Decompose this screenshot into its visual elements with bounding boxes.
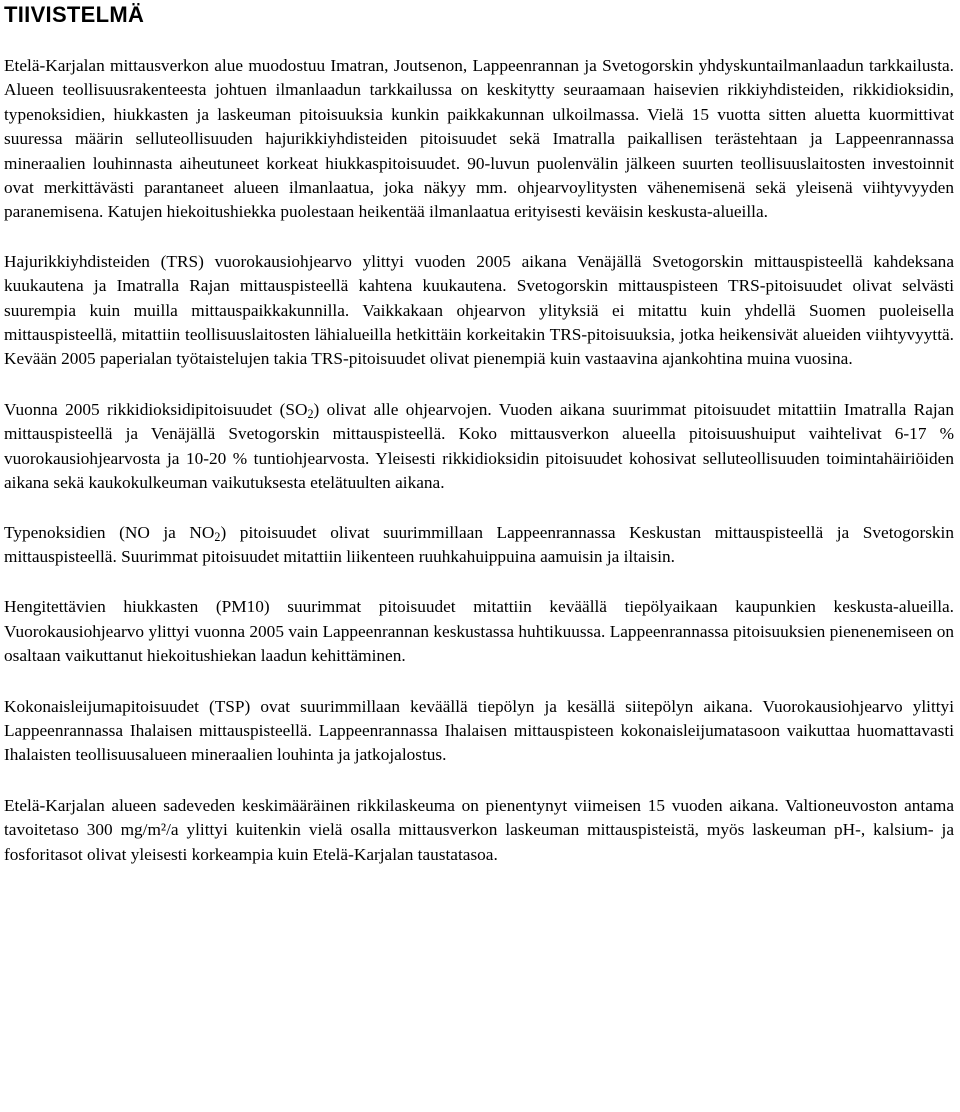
- paragraph-tsp: [4, 695, 954, 768]
- paragraph-intro-text: Etelä-Karjalan mittausverkon alue muodostuu Imatran, Joutsenon, Lappeenrannan ja Svetogorskin yhdyskuntailmanlaadun tarkkailusta. Alueen teollisuusrakenteesta johtuen ilmanlaadun tarkkailussa on keskitytty seuraamaan haisevien rikkiyhdisteiden, rikkidioksidin, typenoksidien, hiukkasten ja laskeuman pitoisuuksia kunkin paikkakunnan ulkoilmassa. Vielä 15 vuotta sitten aluetta kuormittivat suuressa määrin selluteollisuuden hajurikkiyhdisteiden pitoisuudet sekä Imatralla paikallisen terästehtaan ja Lappeenrannassa mineraalien louhinnasta aiheutuneet korkeat hiukkaspitoisuudet. 90-luvun puolenvälin jälkeen suurten teollisuuslaitosten investoinnit ovat merkittävästi parantaneet alueen ilmanlaatua, joka näkyy mm. ohjearvoylitysten vähenemisenä sekä yleisenä viihtyvyyden paranemisena. Katujen hiekoitushiekka puolestaan heikentää ilmanlaatua erityisesti keväisin keskusta-alueilla.: [4, 56, 954, 222]
- paragraph-tsp-text: Kokonaisleijumapitoisuudet (TSP) ovat suurimmillaan keväällä tiepölyn ja kesällä siitepölyn aikana. Vuorokausiohjearvo ylittyi Lappeenrannassa Ihalaisen mittauspisteellä. Lappeenrannassa Ihalaisen mittauspisteen kokonaisleijumatasoon vaikuttaa huomattavasti Ihalaisten teollisuusalueen mineraalien louhinta ja jatkojalostus.: [4, 696, 954, 765]
- paragraph-trs: [4, 250, 954, 372]
- paragraph-deposition-text: Etelä-Karjalan alueen sadeveden keskimääräinen rikkilaskeuma on pienentynyt viimeisen 15 vuoden aikana. Valtioneuvoston antama tavoitetaso 300 mg/m²/a ylittyi kuitenkin vielä osalla mittausverkon laskeuman mittauspisteistä, myös laskeuman pH-, kalsium- ja fosforitasot olivat yleisesti korkeampia kuin Etelä-Karjalan taustatasoa.: [4, 795, 954, 864]
- no2-subscript: 2: [214, 529, 221, 544]
- paragraph-pm10: [4, 595, 954, 668]
- paragraph-deposition: [4, 794, 954, 867]
- paragraph-nox-text-start: Typenoksidien (NO ja NO: [4, 522, 215, 542]
- summary-heading: TIIVISTELMÄ: [4, 2, 145, 27]
- paragraph-intro: [4, 54, 954, 225]
- paragraph-nox: [4, 521, 954, 570]
- so2-subscript: 2: [307, 406, 314, 421]
- paragraph-so2: [4, 398, 954, 496]
- paragraph-so2-text-start: Vuonna 2005 rikkidioksidipitoisuudet (SO: [4, 399, 308, 419]
- paragraph-pm10-text: Hengitettävien hiukkasten (PM10) suurimmat pitoisuudet mitattiin keväällä tiepölyaikaan kaupunkien keskusta-alueilla. Vuorokausiohjearvo ylittyi vuonna 2005 vain Lappeenrannan keskustassa huhtikuussa. Lappeenrannassa pitoisuuksien pienenemiseen on osaltaan vaikuttanut hiekoitushiekan laadun kehittäminen.: [4, 597, 954, 666]
- paragraph-trs-text: Hajurikkiyhdisteiden (TRS) vuorokausiohjearvo ylittyi vuoden 2005 aikana Venäjällä Svetogorskin mittauspisteellä kahdeksana kuukautena ja Imatralla Rajan mittauspisteellä kahtena kuukautena. Svetogorskin mittauspisteen TRS-pitoisuudet olivat selvästi suurempia kuin muilla mittauspaikkakunnilla. Vaikkakaan ohjearvon ylityksiä ei mitattu kuin yhdellä Suomen puoleisella mittauspisteellä, mitattiin teollisuuslaitosten lähialueilla hetkittäin korkeitakin TRS-pitoisuuksia, jotka heikensivät alueiden viihtyvyyttä. Kevään 2005 paperialan työtaistelujen takia TRS-pitoisuudet olivat pienempiä kuin vastaavina ajankohtina muina vuosina.: [4, 251, 954, 369]
- paragraph-so2-text-end: ) olivat alle ohjearvojen. Vuoden aikana suurimmat pitoisuudet mitattiin Imatralla Rajan mittauspisteellä ja Venäjällä Svetogorskin mittauspisteellä. Koko mittausverkon alueella pitoisuushuiput vaihtelivat 6-17 % vuorokausiohjearvosta ja 10-20 % tuntiohjearvosta. Yleisesti rikkidioksidin pitoisuudet kohosivat selluteollisuuden toimintahäiriöiden aikana sekä kaukokulkeuman vaikutuksesta etelätuulten aikana.: [4, 399, 954, 493]
- paragraph-nox-text-end: ) pitoisuudet olivat suurimmillaan Lappeenrannassa Keskustan mittauspisteellä ja Svetogorskin mittauspisteellä. Suurimmat pitoisuudet mitattiin liikenteen ruuhkahuippuina aamuisin ja iltaisin.: [4, 522, 955, 566]
